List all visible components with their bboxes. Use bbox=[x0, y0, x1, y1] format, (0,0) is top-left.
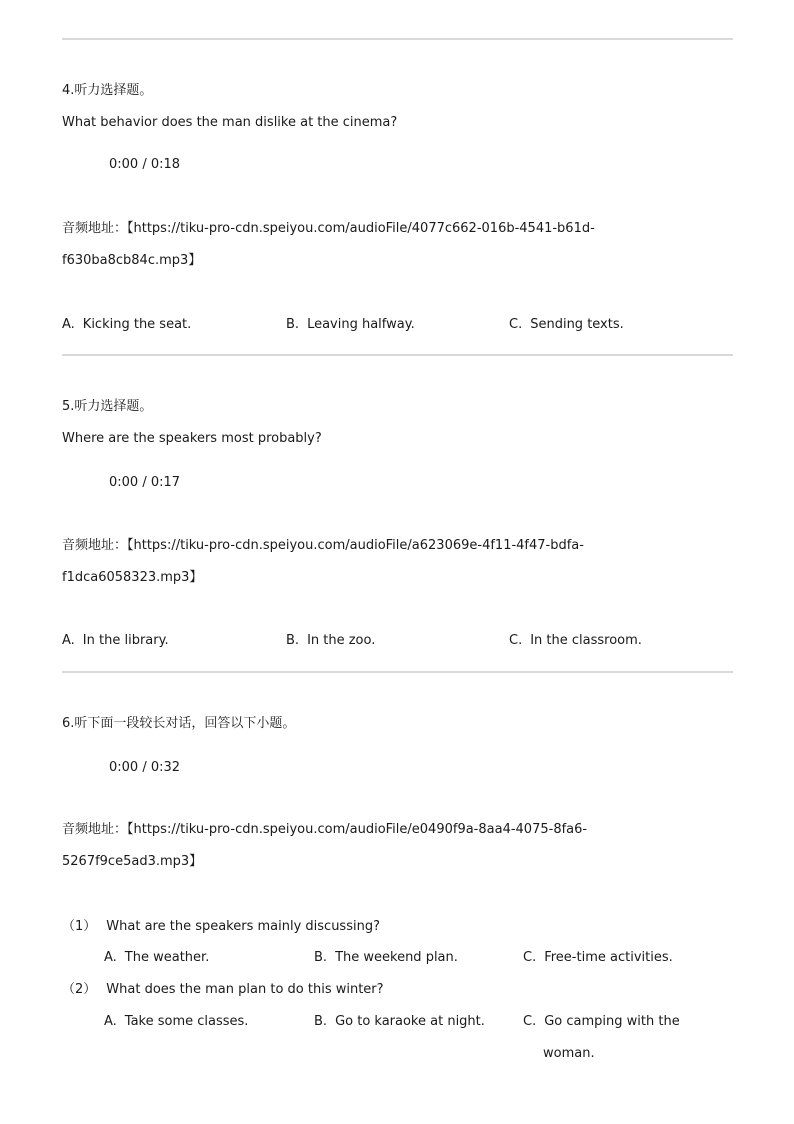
divider bbox=[62, 38, 733, 40]
q4-heading: 4.听力选择题。 bbox=[62, 83, 153, 98]
q4-audio-url: 音频地址：【https://tiku-pro-cdn.speiyou.com/audioFile/4077c662-016b-4541-b61d- bbox=[62, 221, 595, 236]
q6-1-option-b[interactable]: B. The weekend plan. bbox=[314, 950, 458, 965]
q6-2-option-a[interactable]: A. Take some classes. bbox=[104, 1014, 249, 1029]
q6-audio-url-cont: 5267f9ce5ad3.mp3】 bbox=[62, 854, 203, 869]
q5-option-c[interactable]: C. In the classroom. bbox=[509, 633, 642, 648]
divider bbox=[62, 354, 733, 356]
divider bbox=[62, 671, 733, 673]
q6-audio-url: 音频地址：【https://tiku-pro-cdn.speiyou.com/audioFile/e0490f9a-8aa4-4075-8fa6- bbox=[62, 822, 588, 837]
q5-question: Where are the speakers most probably? bbox=[62, 431, 322, 446]
q6-1-option-a[interactable]: A. The weather. bbox=[104, 950, 210, 965]
q6-2-option-c[interactable]: C. Go camping with the bbox=[523, 1014, 680, 1029]
q6-2-option-b[interactable]: B. Go to karaoke at night. bbox=[314, 1014, 485, 1029]
q6-1-option-c[interactable]: C. Free-time activities. bbox=[523, 950, 673, 965]
q4-audio-time[interactable]: 0:00 / 0:18 bbox=[109, 157, 181, 172]
q6-subquestion-1: （1） What are the speakers mainly discussing? bbox=[62, 919, 380, 934]
q5-audio-url-cont: f1dca6058323.mp3】 bbox=[62, 570, 203, 585]
q4-question: What behavior does the man dislike at the cinema? bbox=[62, 115, 398, 130]
q5-audio-url: 音频地址：【https://tiku-pro-cdn.speiyou.com/audioFile/a623069e-4f11-4f47-bdfa- bbox=[62, 538, 584, 553]
q6-2-option-c-cont: woman. bbox=[543, 1046, 595, 1061]
q5-option-a[interactable]: A. In the library. bbox=[62, 633, 169, 648]
q5-audio-time[interactable]: 0:00 / 0:17 bbox=[109, 475, 181, 490]
q5-option-b[interactable]: B. In the zoo. bbox=[286, 633, 376, 648]
q6-audio-time[interactable]: 0:00 / 0:32 bbox=[109, 760, 181, 775]
q6-heading: 6.听下面一段较长对话，回答以下小题。 bbox=[62, 716, 296, 731]
q4-option-b[interactable]: B. Leaving halfway. bbox=[286, 317, 415, 332]
q4-option-c[interactable]: C. Sending texts. bbox=[509, 317, 624, 332]
q4-audio-url-cont: f630ba8cb84c.mp3】 bbox=[62, 253, 202, 268]
q6-subquestion-2: （2） What does the man plan to do this winter? bbox=[62, 982, 384, 997]
q4-option-a[interactable]: A. Kicking the seat. bbox=[62, 317, 192, 332]
q5-heading: 5.听力选择题。 bbox=[62, 399, 153, 414]
